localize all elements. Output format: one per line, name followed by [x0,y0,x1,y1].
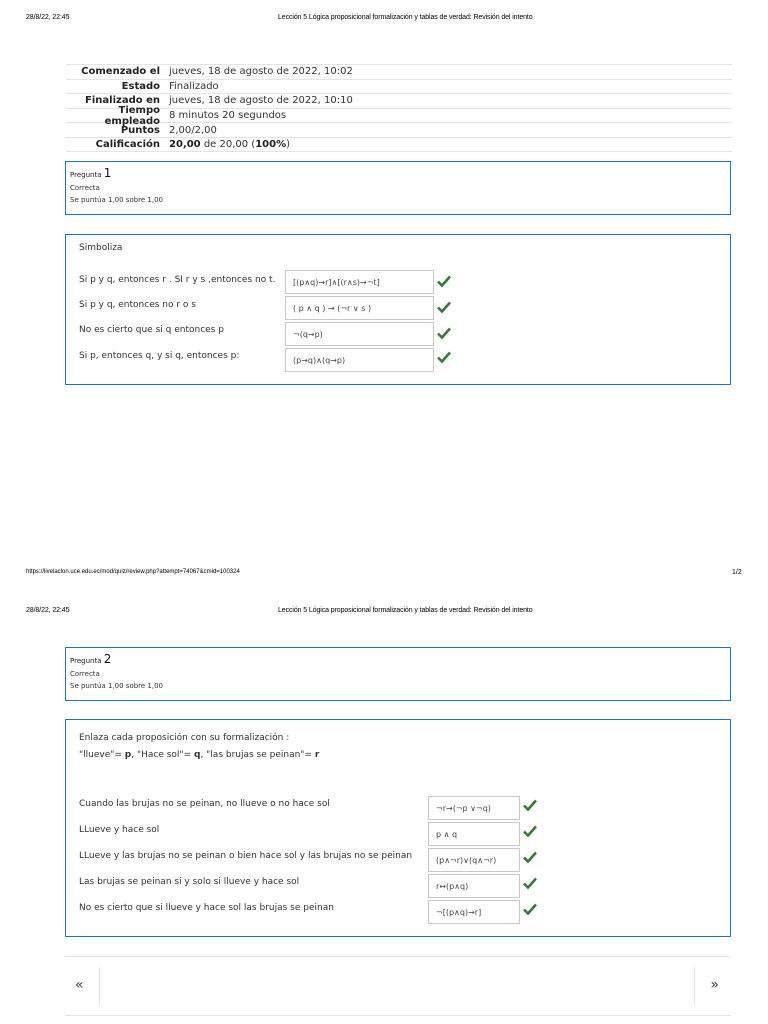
question-prefix: Pregunta [70,171,102,179]
question-2-content [65,719,731,937]
vars-text: "llueve"= [79,750,125,760]
match-answer-select[interactable]: p ∧ q [428,822,520,846]
match-row-text: No es cierto que si q entonces p [79,325,224,335]
match-row-text: LLueve y las brujas no se peinan o bien hace sol y las brujas no se peinan [79,851,413,861]
match-answer-select[interactable]: ( p ∧ q ) → (¬r ∨ s ) [285,296,434,320]
match-row-text: Las brujas se peinan si y solo si llueve y hace sol [79,877,300,887]
match-answer-select[interactable]: ¬(q→p) [285,322,434,346]
match-answer-select[interactable]: [(p∧q)→r]∧[(r∧s)→¬t] [285,270,434,294]
match-row-text: LLueve y hace sol [79,825,160,835]
match-row-text: Si p, entonces q, y si q, entonces p: [79,351,240,361]
previous-page-button[interactable]: « [75,977,84,993]
correct-check-icon [523,851,537,863]
vars-text: , "las brujas se peinan"= [200,750,315,760]
summary-value: jueves, 18 de agosto de 2022, 10:02 [169,66,353,78]
next-page-button[interactable]: » [710,977,719,993]
summary-value: Finalizado [169,80,219,92]
question-2-info [65,647,731,701]
question-number [70,652,726,666]
correct-check-icon [437,301,451,313]
summary-row [66,79,732,94]
attempt-summary-table [66,64,732,152]
question-state: Correcta [70,184,100,192]
summary-row [66,93,732,108]
match-answer-select[interactable]: (p∧¬r)∨(q∧¬r) [428,848,520,872]
question-number-value: 2 [103,652,112,666]
question-number-value: 1 [103,166,112,180]
question-1-content [65,234,731,385]
summary-value: jueves, 18 de agosto de 2022, 10:10 [169,95,353,107]
print-footer-url: https://livelaclon.uce.edu.ec/mod/quiz/review.php?attempt=74067&cmid=100324 [26,569,240,575]
vars-text: , "Hace sol"= [131,750,194,760]
grade-end: ) [286,138,291,150]
question-mark: Se puntúa 1,00 sobre 1,00 [70,682,164,690]
match-row-text: No es cierto que si llueve y hace sol las brujas se peinan [79,903,334,913]
summary-value: 8 minutos 20 segundos [169,110,287,122]
match-answer-select[interactable]: ¬[(p∧q)→r] [428,900,520,924]
match-answer-select[interactable]: (p→q)∧(q→p) [285,348,434,372]
question-number [70,166,726,180]
print-header-date: 28/8/22, 22:45 [26,14,70,21]
match-answer-select[interactable]: ¬r→(¬p ∨¬q) [428,796,520,820]
summary-row [66,122,732,137]
match-row-text: Cuando las brujas no se peinan, no llueve o no hace sol [79,799,330,809]
grade-score: 20,00 [169,138,201,150]
nav-divider [99,967,100,1005]
print-header-title: Lección 5 Lógica proposicional formalización y tablas de verdad: Revisión del intento [278,14,533,21]
grade-percent: 100% [255,138,287,150]
summary-label: Puntos [120,124,160,136]
print-footer-page: 1/2 [732,569,742,576]
correct-check-icon [523,903,537,915]
correct-check-icon [523,799,537,811]
correct-check-icon [437,327,451,339]
nav-divider [694,967,695,1005]
var-p: p [124,750,132,760]
page-navigation [65,956,731,1016]
summary-label: Calificación [95,138,160,150]
question-1-info [65,161,731,215]
question-variables [79,750,319,760]
summary-label: Estado [121,80,160,92]
summary-label: Finalizado en [85,95,160,107]
grade-value [162,139,290,150]
correct-check-icon [523,877,537,889]
print-header-title: Lección 5 Lógica proposicional formalización y tablas de verdad: Revisión del intento [278,607,533,614]
match-row-text: Si p y q, entonces no r o s [79,300,196,310]
question-text: Simboliza [79,243,123,253]
correct-check-icon [523,825,537,837]
summary-value: 2,00/2,00 [169,124,217,136]
match-row-text: Si p y q, entonces r . SI r y s ,entonces no t. [79,275,276,285]
summary-row-grade [66,137,732,152]
question-text: Enlaza cada proposición con su formalización : [79,733,290,743]
summary-label: Tiempo empleado [104,104,160,127]
correct-check-icon [437,275,451,287]
question-mark: Se puntúa 1,00 sobre 1,00 [70,196,164,204]
correct-check-icon [437,351,451,363]
grade-mid: de 20,00 ( [200,138,256,150]
match-answer-select[interactable]: r↔(p∧q) [428,874,520,898]
summary-row [66,64,732,79]
question-state: Correcta [70,670,100,678]
question-prefix: Pregunta [70,657,102,665]
summary-label: Comenzado el [81,66,160,78]
var-q: q [193,750,201,760]
print-header-date: 28/8/22, 22:45 [26,607,70,614]
summary-row [66,104,732,127]
var-r: r [314,750,320,760]
